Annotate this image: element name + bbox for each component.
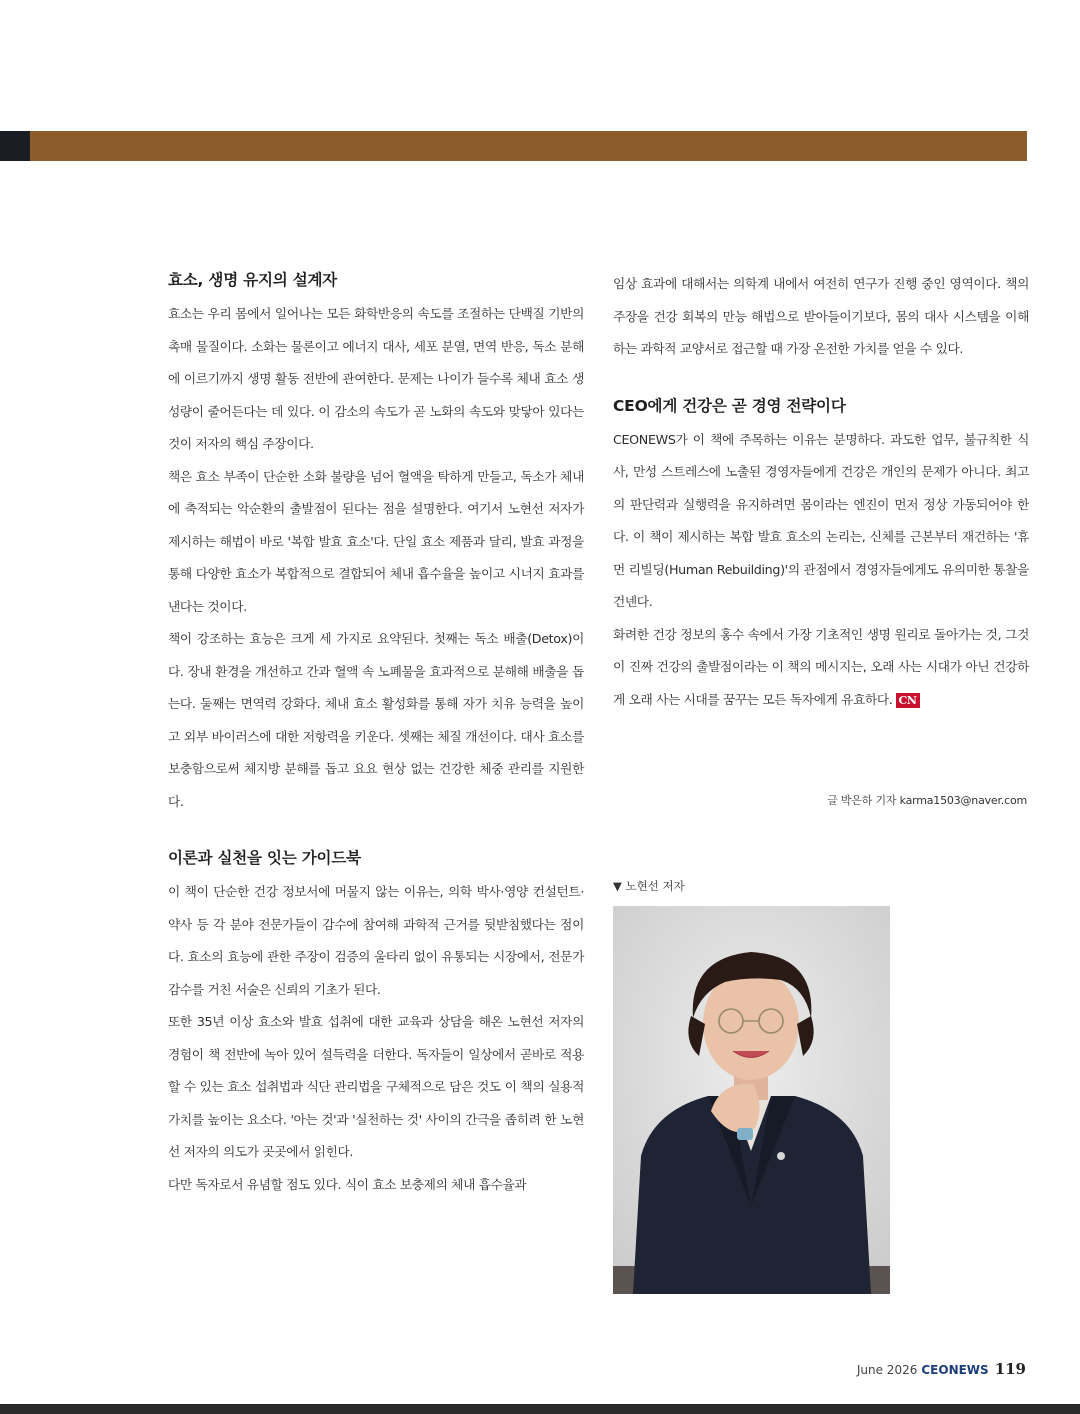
section-heading-guidebook: 이론과 실천을 잇는 가이드북 (168, 849, 361, 867)
paragraph-continuation: 임상 효과에 대해서는 의학계 내에서 여전히 연구가 진행 중인 영역이다. 책의 주장을 건강 회복의 만능 해법으로 받아들이기보다, 몸의 대사 시스템을 이해하는 과학적 교양서로 접근할 때 가장 온전한 가치를 얻을 수 있다. (613, 276, 1029, 356)
paragraph: 책이 강조하는 효능은 크게 세 가지로 요약된다. 첫째는 독소 배출(Detox)이다. 장내 환경을 개선하고 간과 혈액 속 노폐물을 효과적으로 분해해 배출을 돕는다. 둘째는 면역력 강화다. 체내 효소 활성화를 통해 자가 치유 능력을 높이고 외부 바이러스에 대한 저항력을 키운다. 셋째는 체질 개선이다. 대사 효소를 보충함으로써 체지방 분해를 돕고 요요 현상 없는 건강한 체중 관리를 지원한다. (168, 631, 584, 809)
section-heading-ceo-health: CEO에게 건강은 곧 경영 전략이다 (613, 396, 846, 415)
author-photo (613, 906, 890, 1294)
page-footer (857, 1360, 1026, 1378)
paragraph: 이 책이 단순한 건강 정보서에 머물지 않는 이유는, 의학 박사·영양 컨설턴트·약사 등 각 분야 전문가들이 감수에 참여해 과학적 근거를 뒷받침했다는 점이다. 효소의 효능에 관한 주장이 검증의 울타리 없이 유통되는 시장에서, 전문가 감수를 거친 서술은 신뢰의 기초가 된다. (168, 884, 584, 997)
paragraph: 또한 35년 이상 효소와 발효 섭취에 대한 교육과 상담을 해온 노현선 저자의 경험이 책 전반에 녹아 있어 설득력을 더한다. 독자들이 일상에서 곧바로 적용할 수 있는 효소 섭취법과 식단 관리법을 구체적으로 담은 것도 이 책의 실용적 가치를 높이는 요소다. '아는 것'과 '실천하는 것' 사이의 간극을 좁히려 한 노현선 저자의 의도가 곳곳에서 읽힌다. (168, 1014, 584, 1159)
issue-date: June 2026 (856, 1363, 918, 1377)
magazine-brand: CEONEWS (921, 1363, 989, 1377)
left-column (168, 268, 584, 1201)
page-number: 119 (994, 1360, 1026, 1378)
header-dark-block (0, 131, 30, 161)
byline: 글 박은하 기자 karma1503@naver.com (827, 794, 1027, 807)
paragraph: 효소는 우리 몸에서 일어나는 모든 화학반응의 속도를 조절하는 단백질 기반의 촉매 물질이다. 소화는 물론이고 에너지 대사, 세포 분열, 면역 반응, 독소 분해에 이르기까지 생명 활동 전반에 관여한다. 문제는 나이가 들수록 체내 효소 생성량이 줄어든다는 데 있다. 이 감소의 속도가 곧 노화의 속도와 맞닿아 있다는 것이 저자의 핵심 주장이다. (168, 306, 584, 451)
last-paragraph-text: 화려한 건강 정보의 홍수 속에서 가장 기초적인 생명 원리로 돌아가는 것, 그것이 진짜 건강의 출발점이라는 이 책의 메시지는, 오래 사는 시대가 아닌 건강하게 오래 사는 시대를 꿈꾸는 모든 독자에게 유효하다. (613, 626, 1029, 707)
bottom-edge-bar (0, 1404, 1080, 1414)
section-heading-enzyme: 효소, 생명 유지의 설계자 (168, 271, 338, 289)
paragraph: 책은 효소 부족이 단순한 소화 불량을 넘어 혈액을 탁하게 만들고, 독소가 체내에 축적되는 악순환의 출발점이 된다는 점을 설명한다. 여기서 노현선 저자가 제시하는 해법이 바로 '복합 발효 효소'다. 단일 효소 제품과 달리, 발효 과정을 통해 다양한 효소가 복합적으로 결합되어 체내 흡수율을 높이고 시너지 효과를 낸다는 것이다. (168, 468, 584, 614)
right-column (613, 268, 1029, 716)
cn-end-mark-logo: CN (896, 693, 920, 708)
author-portrait-illustration (613, 906, 890, 1294)
header-brown-band (30, 131, 1027, 161)
paragraph: CEONEWS가 이 책에 주목하는 이유는 분명하다. 과도한 업무, 불규칙한 식사, 만성 스트레스에 노출된 경영자들에게 건강은 개인의 문제가 아니다. 최고의 판단력과 실행력을 유지하려면 몸이라는 엔진이 먼저 정상 가동되어야 한다. 이 책이 제시하는 복합 발효 효소의 논리는, 신체를 근본부터 재건하는 '휴먼 리빌딩(Human Rebuilding)'의 관점에서 경영자들에게도 유의미한 통찰을 건넨다. (613, 431, 1029, 609)
paragraph: 다만 독자로서 유념할 점도 있다. 식이 효소 보충제의 체내 흡수율과 (168, 1176, 527, 1192)
photo-caption: ▼ 노현선 저자 (613, 879, 685, 893)
paragraph-last (613, 619, 1029, 717)
